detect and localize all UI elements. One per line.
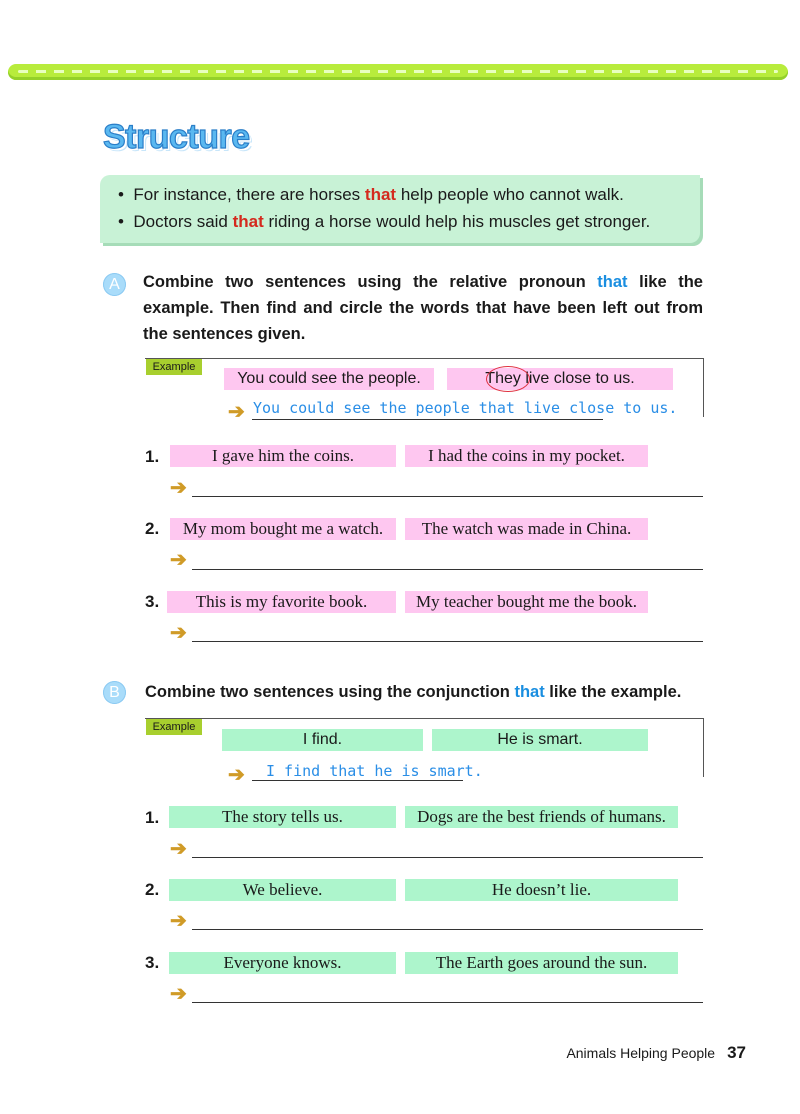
bullet-glyph: •	[118, 212, 124, 231]
b1-sentence-2: Dogs are the best friends of humans.	[405, 806, 678, 828]
section-b-instructions: Combine two sentences using the conjunction that like the example.	[145, 683, 682, 701]
circle-mark	[486, 366, 530, 392]
item-number: 1.	[145, 447, 160, 466]
example-b-sentence-2: He is smart.	[432, 729, 648, 751]
section-b-badge: B	[103, 681, 126, 704]
arrow-icon: ➔	[228, 764, 245, 786]
page-title: Structure	[103, 118, 250, 156]
a1-sentence-2: I had the coins in my pocket.	[405, 445, 648, 467]
keyword-that: that	[597, 273, 628, 291]
example-a-sentence-2: They live close to us.	[447, 368, 673, 390]
b3-sentence-2: The Earth goes around the sun.	[405, 952, 678, 974]
a2-sentence-1: My mom bought me a watch.	[170, 518, 396, 540]
example-a-answer-line	[252, 419, 603, 420]
section-a-badge: A	[103, 273, 126, 296]
circled-word: They	[485, 370, 521, 387]
b2-sentence-2: He doesn’t lie.	[405, 879, 678, 901]
arrow-icon: ➔	[170, 983, 187, 1005]
structure-bullet-1: • For instance, there are horses that help people who cannot walk.	[118, 185, 624, 204]
keyword-that: that	[232, 212, 264, 231]
page-footer	[566, 1043, 746, 1063]
item-number: 3.	[145, 592, 160, 611]
arrow-icon: ➔	[170, 549, 187, 571]
arrow-icon: ➔	[228, 401, 245, 423]
a3-sentence-1: This is my favorite book.	[167, 591, 396, 613]
example-label-b: Example	[146, 719, 202, 735]
a3-sentence-2: My teacher bought me the book.	[405, 591, 648, 613]
b1-sentence-1: The story tells us.	[169, 806, 396, 828]
example-b-sentence-1: I find.	[222, 729, 423, 751]
page-number: 37	[727, 1043, 746, 1062]
a1-answer-line[interactable]	[192, 496, 703, 497]
example-a-sentence-1: You could see the people.	[224, 368, 434, 390]
example-b-answer-line	[252, 780, 463, 781]
a2-answer-line[interactable]	[192, 569, 703, 570]
a1-sentence-1: I gave him the coins.	[170, 445, 396, 467]
footer-unit-title: Animals Helping People	[566, 1045, 716, 1061]
item-number: 1.	[145, 808, 160, 827]
b1-answer-line[interactable]	[192, 857, 703, 858]
keyword-that: that	[514, 683, 545, 701]
b2-answer-line[interactable]	[192, 929, 703, 930]
bullet-glyph: •	[118, 185, 124, 204]
example-a-answer: You could see the people that live close to us.	[253, 399, 678, 417]
arrow-icon: ➔	[170, 910, 187, 932]
b3-sentence-1: Everyone knows.	[169, 952, 396, 974]
b3-answer-line[interactable]	[192, 1002, 703, 1003]
item-number: 2.	[145, 880, 160, 899]
item-number: 3.	[145, 953, 160, 972]
arrow-icon: ➔	[170, 838, 187, 860]
item-number: 2.	[145, 519, 160, 538]
structure-bullet-2: • Doctors said that riding a horse would help his muscles get stronger.	[118, 212, 651, 231]
a3-answer-line[interactable]	[192, 641, 703, 642]
example-b-answer: I find that he is smart.	[266, 762, 483, 780]
section-a-instructions: Combine two sentences using the relative pronoun that like the example. Then find and circle the words that have been left out from the sentences given.	[143, 273, 703, 343]
a2-sentence-2: The watch was made in China.	[405, 518, 648, 540]
example-label-a: Example	[146, 359, 202, 375]
arrow-icon: ➔	[170, 622, 187, 644]
header-stripe	[8, 64, 788, 80]
arrow-icon: ➔	[170, 477, 187, 499]
keyword-that: that	[364, 185, 397, 204]
b2-sentence-1: We believe.	[169, 879, 396, 901]
